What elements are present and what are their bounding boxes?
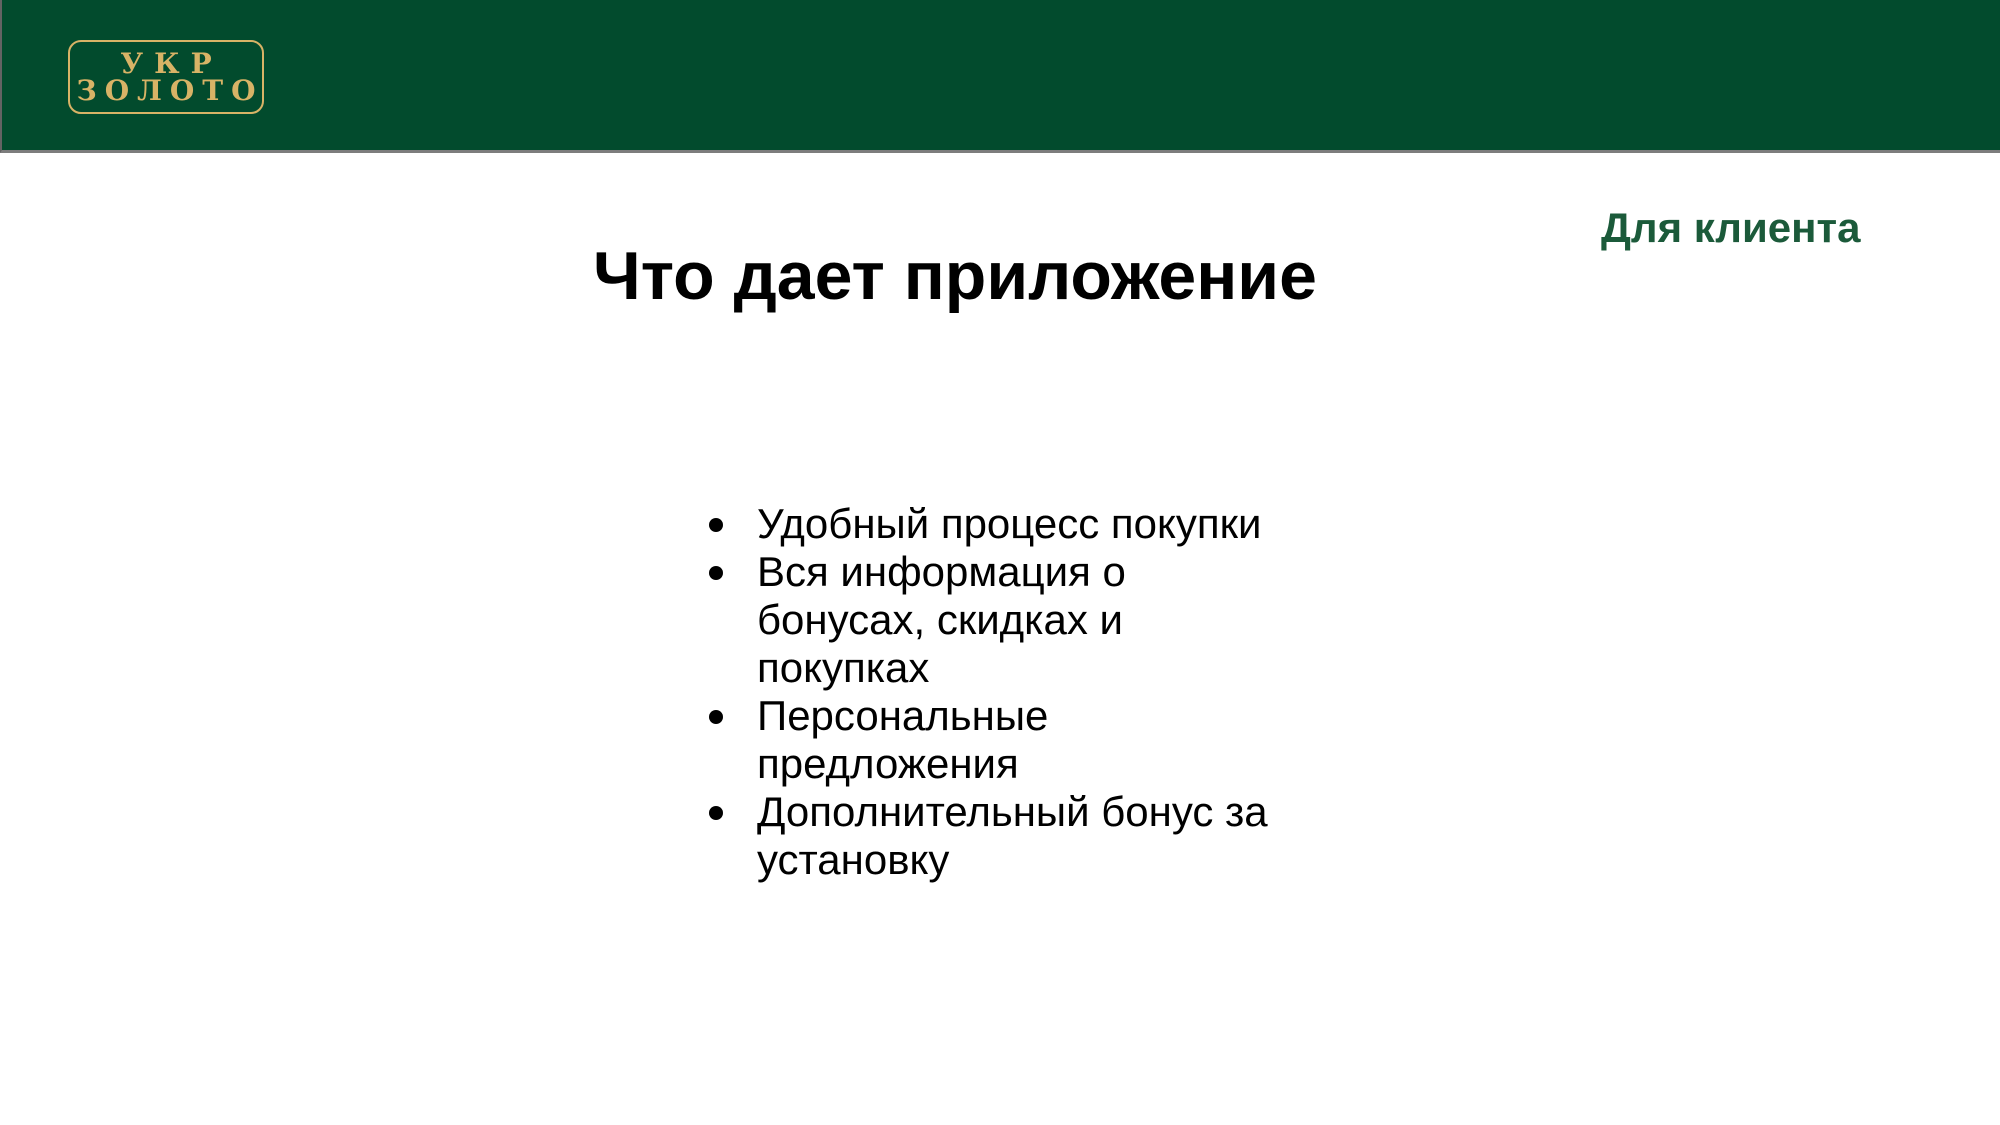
list-item <box>703 788 1303 884</box>
bullet-icon <box>709 518 723 532</box>
ukrzoloto-logo <box>68 40 264 114</box>
list-item-text: Персональные предложения <box>757 692 1049 787</box>
bullet-icon <box>709 710 723 724</box>
list-item-text: Вся информация о бонусах, скидках и покупках <box>757 548 1126 691</box>
list-item <box>703 692 1303 788</box>
list-item <box>703 548 1303 692</box>
bullet-icon <box>709 806 723 820</box>
benefits-list <box>703 500 1303 884</box>
logo-text-line2: ЗОЛОТО <box>76 73 264 107</box>
audience-label: Для клиента <box>1601 204 1861 251</box>
bullet-icon <box>709 566 723 580</box>
header-bar <box>0 0 2000 153</box>
page-title: Что дает приложение <box>593 237 1317 314</box>
list-item <box>703 500 1303 548</box>
list-item-text: Удобный процесс покупки <box>757 500 1262 547</box>
list-item-text: Дополнительный бонус за установку <box>757 788 1268 883</box>
logo-text-line1: УКР <box>120 46 223 80</box>
